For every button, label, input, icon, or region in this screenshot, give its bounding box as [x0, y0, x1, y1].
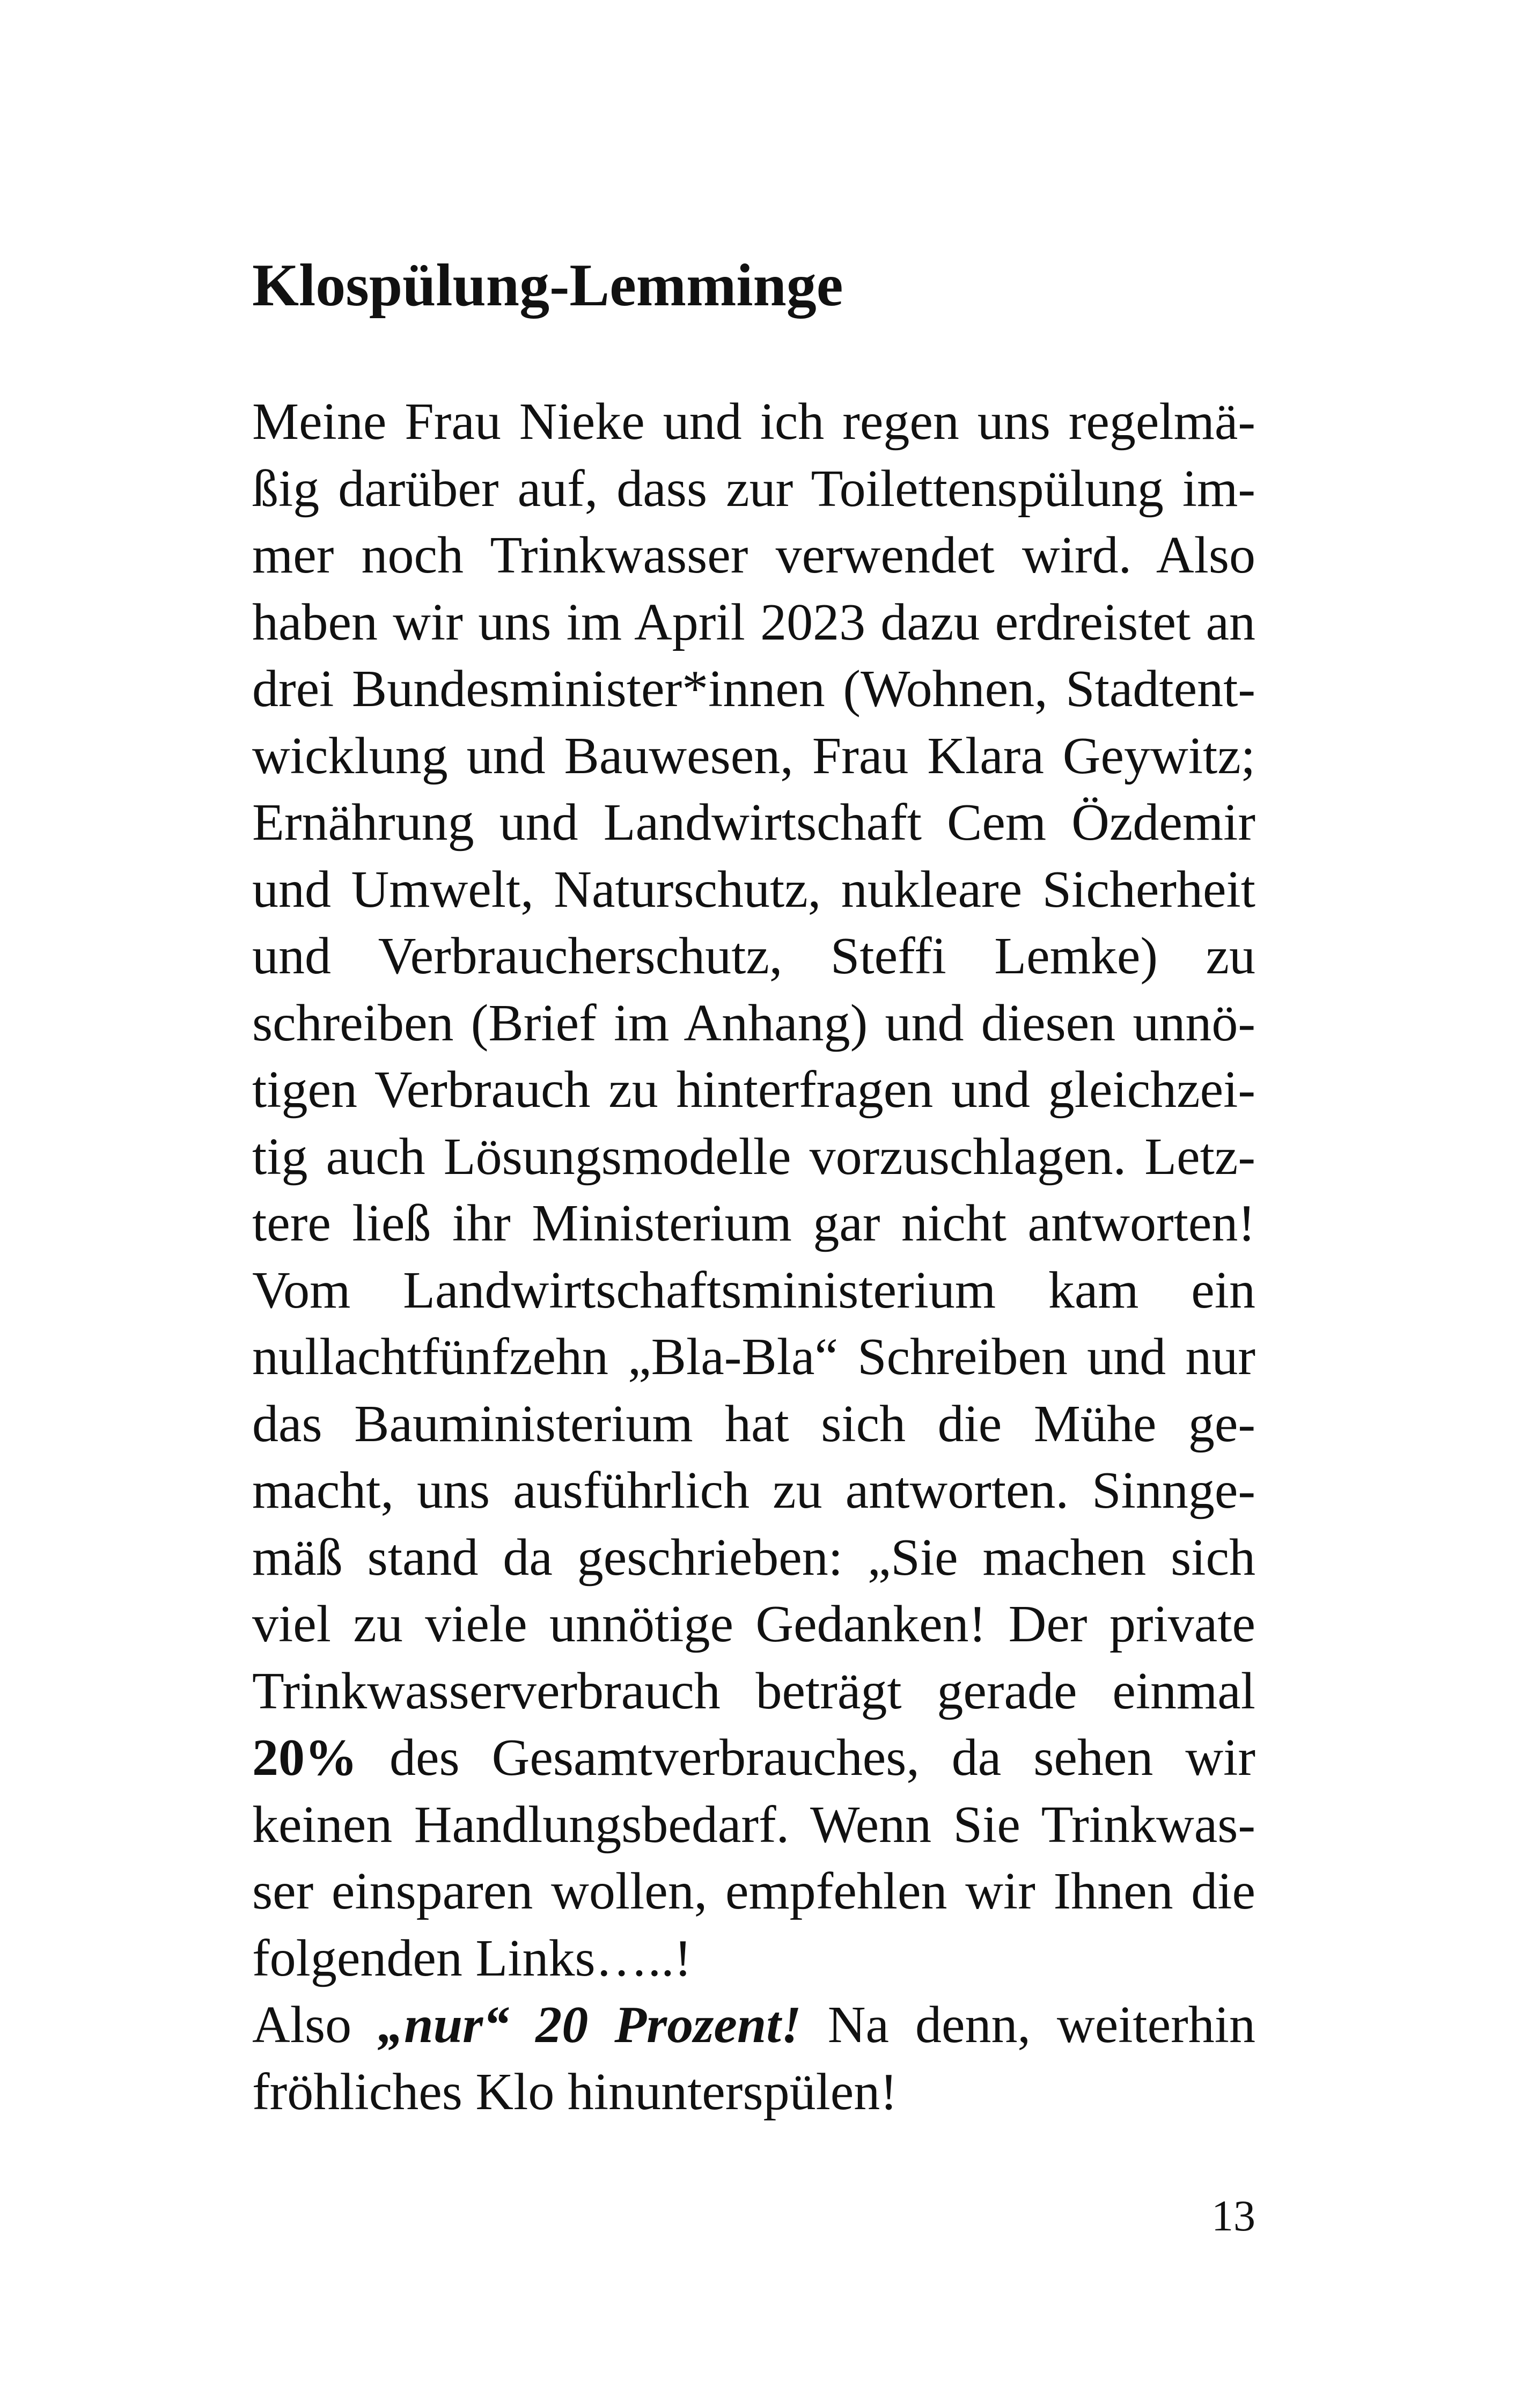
text-line: mäß stand da geschrieben: „Sie machen sich — [252, 1528, 1255, 1587]
text-line: Meine Frau Nieke und ich regen uns regelmä- — [252, 393, 1255, 451]
text-line: tere ließ ihr Ministerium gar nicht antworten! — [252, 1194, 1255, 1252]
text-line: tigen Verbrauch zu hinterfragen und gleichzei- — [252, 1061, 1255, 1119]
text-line: folgenden Links…..! — [252, 1929, 692, 1987]
text-line — [252, 1992, 1255, 2059]
text-run: Na denn, weiterhin — [801, 1996, 1256, 2054]
text-line: wicklung und Bauwesen, Frau Klara Geywitz; — [252, 726, 1255, 785]
text-line: macht, uns ausführlich zu antworten. Sinnge- — [252, 1462, 1255, 1519]
text-line: und Umwelt, Naturschutz, nukleare Sicherheit — [252, 860, 1255, 919]
text-line — [252, 1724, 1255, 1792]
text-line: ßig darüber auf, dass zur Toilettenspülung im- — [252, 459, 1255, 518]
text-line: haben wir uns im April 2023 dazu erdreistet an — [252, 593, 1255, 651]
chapter-title: Klospülung-Lemminge — [252, 252, 843, 319]
text-line: fröhliches Klo hinunterspülen! — [252, 2062, 898, 2121]
page-number: 13 — [1211, 2191, 1255, 2240]
text-line: das Bauministerium hat sich die Mühe ge- — [252, 1394, 1255, 1453]
text-line: nullachtfünfzehn „Bla-Bla“ Schreiben und nur — [252, 1328, 1255, 1386]
text-line: tig auch Lösungsmodelle vorzuschlagen. Letz- — [252, 1127, 1255, 1186]
text-line: keinen Handlungsbedarf. Wenn Sie Trinkwas- — [252, 1795, 1255, 1854]
text-line: viel zu viele unnötige Gedanken! Der private — [252, 1595, 1255, 1653]
body-text — [252, 388, 1255, 2125]
text-line: Ernährung und Landwirtschaft Cem Özdemir — [252, 794, 1255, 851]
text-line: drei Bundesminister*innen (Wohnen, Stadtent- — [252, 660, 1255, 718]
text-line: Vom Landwirtschaftsministerium kam ein — [252, 1261, 1255, 1319]
text-line: ser einsparen wollen, empfehlen wir Ihnen die — [252, 1862, 1255, 1920]
text-line: schreiben (Brief im Anhang) und diesen unnö- — [252, 994, 1255, 1052]
text-run: des Gesamtverbrauches, da sehen wir — [357, 1729, 1255, 1787]
text-line: und Verbraucherschutz, Steffi Lemke) zu — [252, 927, 1255, 985]
text-line: mer noch Trinkwasser verwendet wird. Also — [252, 526, 1255, 584]
text-run: Also — [252, 1996, 378, 2054]
text-line: Trinkwasserverbrauch beträgt gerade einmal — [252, 1662, 1255, 1720]
bold-percentage: 20% — [252, 1729, 357, 1787]
emphasized-phrase: „nur“ 20 Prozent! — [378, 1996, 802, 2054]
